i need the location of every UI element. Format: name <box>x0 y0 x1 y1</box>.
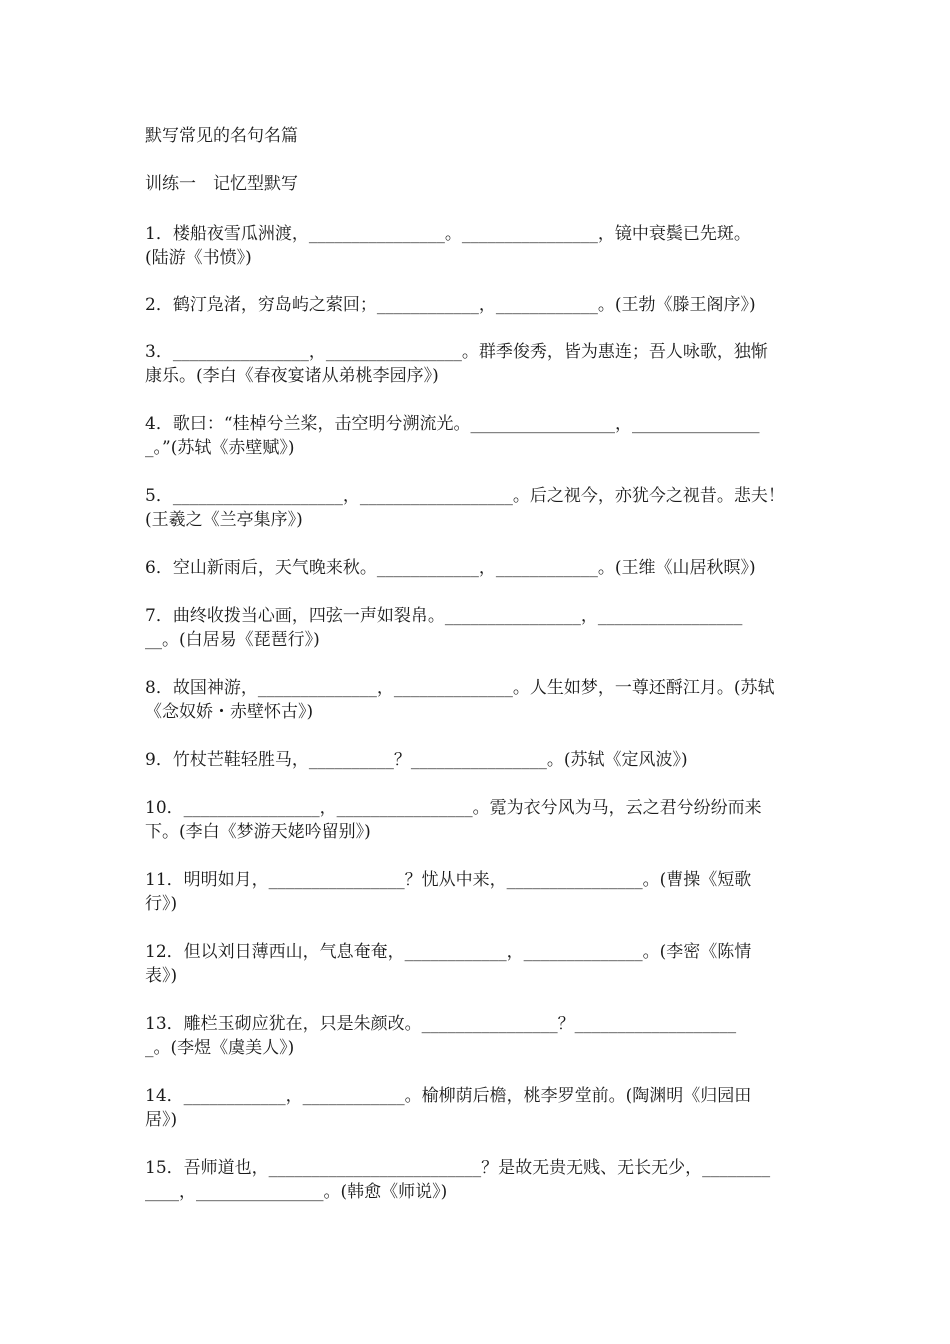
item-10-line-2: 下。(李白《梦游天姥吟留别》) <box>145 822 371 842</box>
item-8-line-1: 8．故国神游，______________，______________。人生如梦，一尊还酹江月。(苏轼 <box>145 678 775 698</box>
item-4-line-2: _。”(苏轼《赤壁赋》) <box>145 438 295 458</box>
item-12-line-2: 表》) <box>145 966 178 986</box>
item-7-line-2: __。(白居易《琵琶行》) <box>145 630 320 650</box>
item-11-line-1: 11．明明如月，________________？忧从中来，________________。(曹操《短歌 <box>145 870 752 890</box>
item-13-line-2: _。(李煜《虞美人》) <box>145 1038 295 1058</box>
item-10-line-1: 10．________________，________________。霓为衣兮风为马，云之君兮纷纷而来 <box>145 798 762 818</box>
item-12-line-1: 12．但以刘日薄西山，气息奄奄，____________，______________。(李密《陈情 <box>145 942 752 962</box>
item-3-line-2: 康乐。(李白《春夜宴诸从弟桃李园序》) <box>145 366 439 386</box>
item-4-line-1: 4．歌曰：“桂棹兮兰桨，击空明兮溯流光。_________________，_______________ <box>145 414 760 434</box>
item-2-line-1: 2．鹤汀凫渚，穷岛屿之萦回；____________，____________。(王勃《滕王阁序》) <box>145 295 756 315</box>
item-14-line-1: 14．____________，____________。榆柳荫后檐，桃李罗堂前。(陶渊明《归园田 <box>145 1086 752 1106</box>
item-9-line-1: 9．竹杖芒鞋轻胜马，__________？________________。(苏轼《定风波》) <box>145 750 688 770</box>
item-15-line-2: ____，_______________。(韩愈《师说》) <box>145 1182 448 1202</box>
item-1-line-1: 1．楼船夜雪瓜洲渡，________________。________________，镜中衰鬓已先斑。 <box>145 224 751 244</box>
item-3-line-1: 3．________________，________________。群季俊秀，皆为惠连；吾人咏歌，独惭 <box>145 342 768 362</box>
item-11-line-2: 行》) <box>145 894 178 914</box>
item-5-line-1: 5．____________________，__________________。后之视今，亦犹今之视昔。悲夫！ <box>145 486 785 506</box>
item-13-line-1: 13．雕栏玉砌应犹在，只是朱颜改。________________？___________________ <box>145 1014 737 1034</box>
item-15-line-1: 15．吾师道也，_________________________？是故无贵无贱、无长无少，________ <box>145 1158 771 1178</box>
item-8-line-2: 《念奴娇・赤壁怀古》) <box>145 702 314 722</box>
item-6-line-1: 6．空山新雨后，天气晚来秋。____________，____________。(王维《山居秋暝》) <box>145 558 756 578</box>
section-heading: 训练一 记忆型默写 <box>145 174 298 194</box>
document-title: 默写常见的名句名篇 <box>145 126 298 146</box>
item-7-line-1: 7．曲终收拨当心画，四弦一声如裂帛。________________，_________________ <box>145 606 743 626</box>
item-5-line-2: (王羲之《兰亭集序》) <box>145 510 303 530</box>
item-14-line-2: 居》) <box>145 1110 178 1130</box>
item-1-line-2: (陆游《书愤》) <box>145 248 252 268</box>
